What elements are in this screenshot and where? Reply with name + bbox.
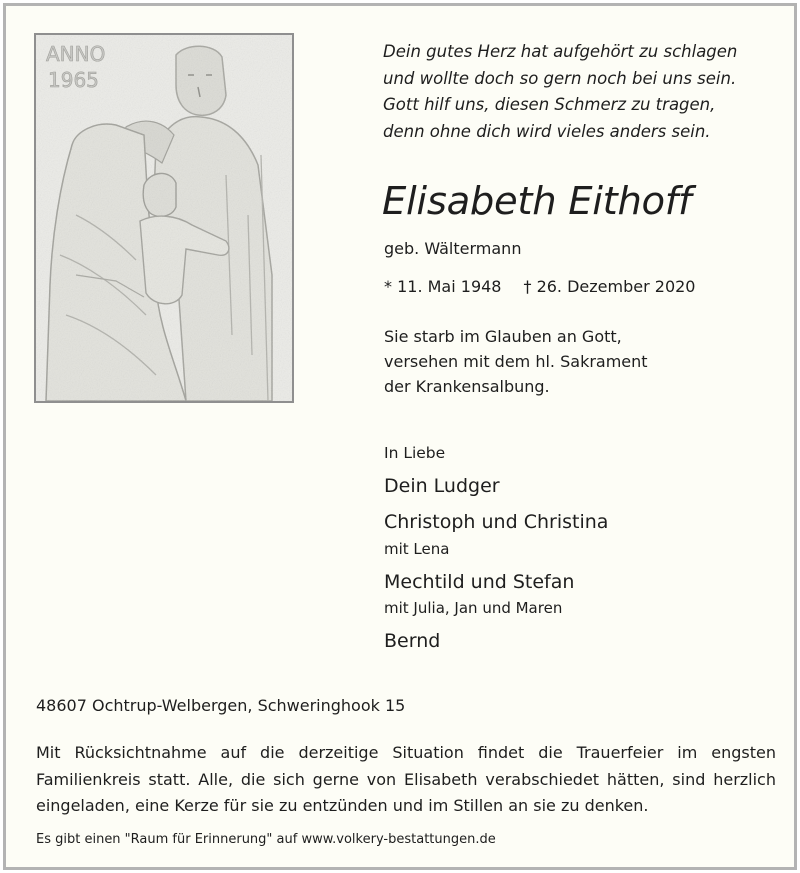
mourner-subline: mit Lena [384, 540, 450, 558]
poem-line: Dein gutes Herz hat aufgehört zu schlagen [383, 42, 738, 61]
memorial-relief-photo [34, 33, 294, 403]
relief-inscription-text [36, 401, 37, 402]
poem-line: denn ohne dich wird vieles anders sein. [383, 121, 711, 141]
mourner-name: Dein Ludger [384, 475, 500, 497]
poem-line: Gott hilf uns, diesen Schmerz zu tragen, [383, 95, 716, 114]
faith-statement [384, 324, 648, 399]
family-address: 48607 Ochtrup-Welbergen, Schweringhook 15 [36, 696, 406, 715]
relief-sculpture-image [36, 35, 292, 401]
faith-line: der Krankensalbung. [384, 377, 550, 396]
mourner-subline: mit Julia, Jan und Maren [384, 599, 563, 617]
mourner-name: Mechtild und Stefan [384, 571, 575, 593]
mourner-name: Christoph und Christina [384, 511, 609, 533]
deceased-name: Elisabeth Eithoff [382, 179, 692, 224]
death-date: † 26. Dezember 2020 [523, 277, 696, 296]
faith-line: versehen mit dem hl. Sakrament [384, 352, 648, 371]
remembrance-footer: Es gibt einen "Raum für Erinnerung" auf www.volkery-bestattungen.de [36, 832, 496, 847]
maiden-name: geb. Wältermann [384, 239, 522, 258]
memorial-poem [383, 39, 783, 145]
obituary-card [3, 3, 797, 870]
faith-line: Sie starb im Glauben an Gott, [384, 327, 622, 346]
funeral-notice: Mit Rücksichtnahme auf die derzeitige Situation findet die Trauerfeier im engsten Familienkreis statt. Alle, die sich gerne von Elisabeth verabschiedet hätten, sind herzlich eingeladen, eine Kerze für sie zu entzünden und im Stillen an sie zu denken. [36, 743, 776, 815]
poem-line: und wollte doch so gern noch bei uns sein. [383, 68, 737, 88]
life-dates [384, 276, 695, 298]
mourner-name: Bernd [384, 630, 441, 652]
mourners-intro: In Liebe [384, 444, 446, 462]
birth-date: * 11. Mai 1948 [384, 277, 502, 296]
